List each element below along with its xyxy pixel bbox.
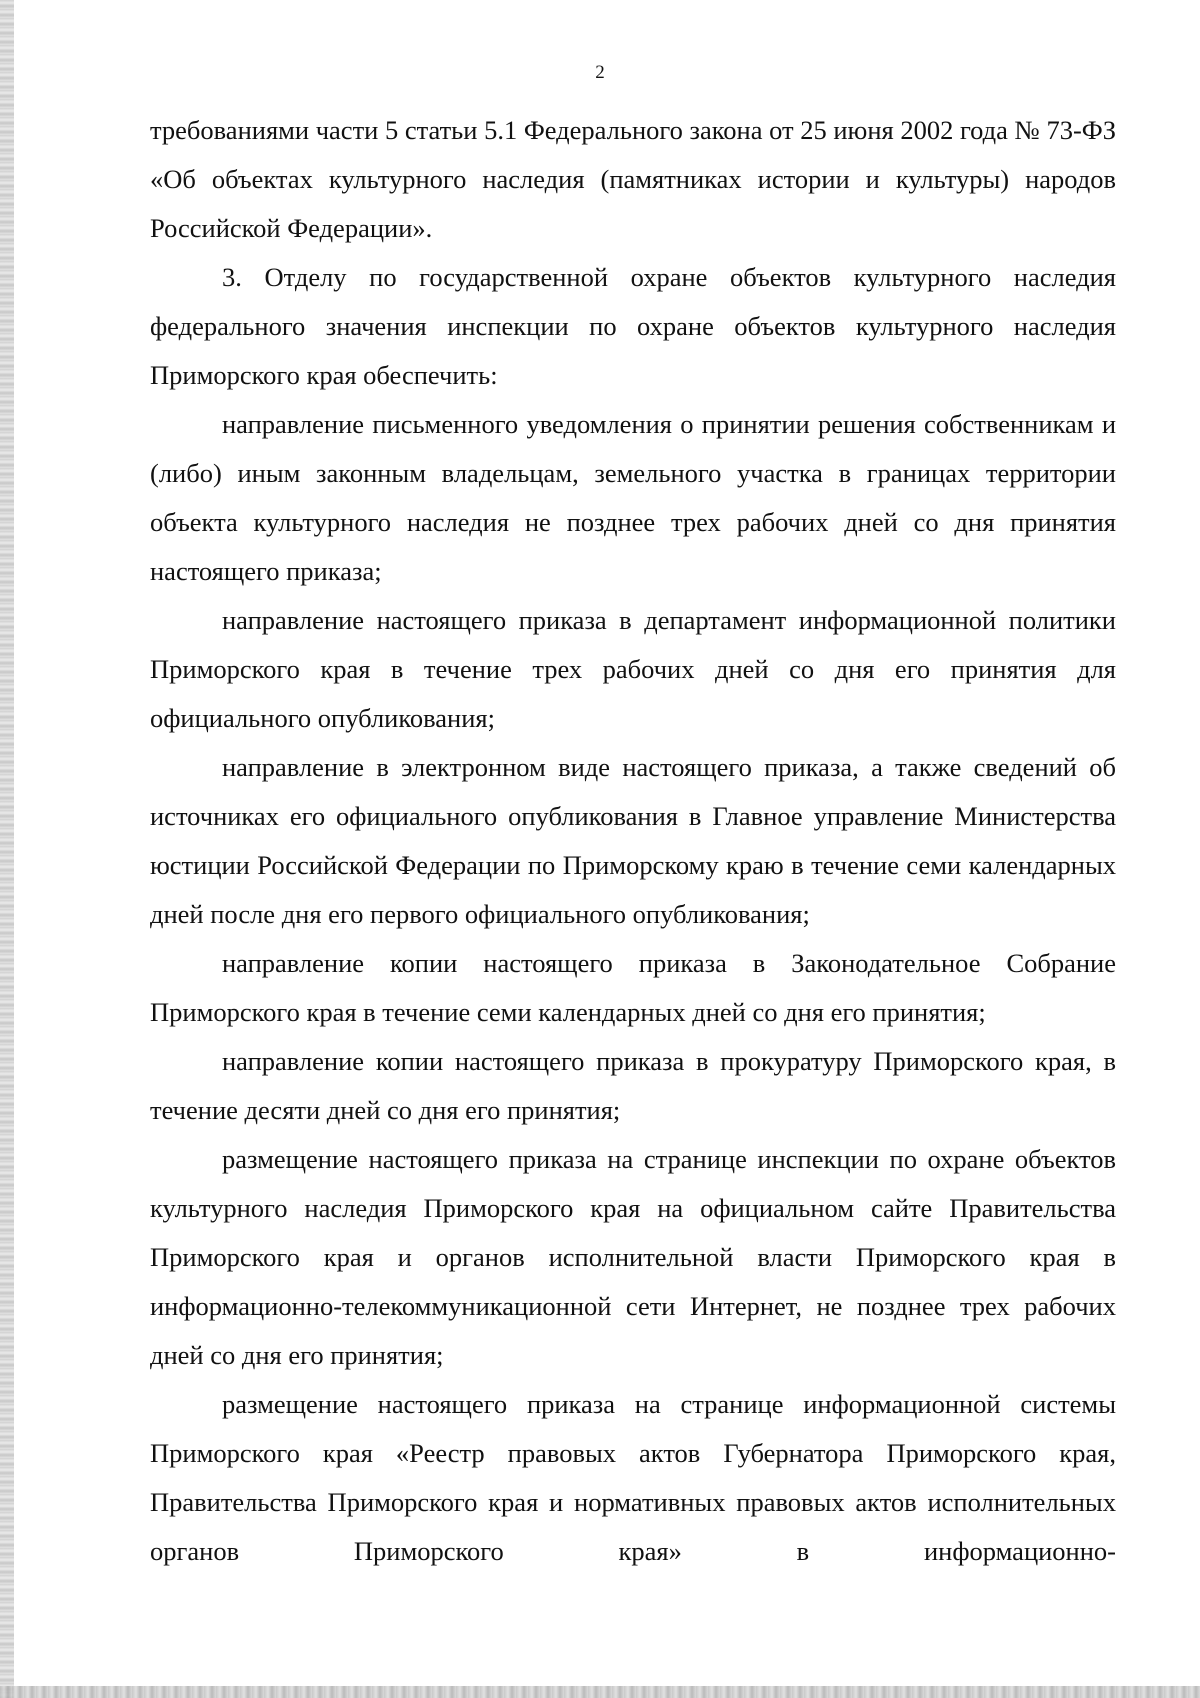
paragraph-information-policy: направление настоящего приказа в департамент информационной политики Приморского края в течение трех рабочих дней со дня его принятия для официального опубликования; xyxy=(150,605,1116,733)
paragraph-prosecutor: направление копии настоящего приказа в прокуратуру Приморского края, в течение десяти дней со дня его принятия; xyxy=(150,1046,1116,1125)
paragraph-notification-owners: направление письменного уведомления о принятии решения собственникам и (либо) иным законным владельцам, земельного участка в границах территории объекта культурного наследия не позднее трех рабочих дней со дня принятия настоящего приказа; xyxy=(150,409,1116,586)
paragraph-website-publication: размещение настоящего приказа на странице инспекции по охране объектов культурного наследия Приморского края на официальном сайте Правительства Приморского края и органов исполнительной власти Приморского края в информационно-телекоммуникационной сети Интернет, не позднее трех рабочих дней со дня его принятия; xyxy=(150,1144,1116,1370)
paragraph-legislative-assembly: направление копии настоящего приказа в Законодательное Собрание Приморского края в течение семи календарных дней со дня его принятия; xyxy=(150,948,1116,1027)
paragraph-ministry-justice: направление в электронном виде настоящего приказа, а также сведений об источниках его официального опубликования в Главное управление Министерства юстиции Российской Федерации по Приморскому краю в течение семи календарных дней после дня его первого официального опубликования; xyxy=(150,752,1116,929)
scan-edge-bottom xyxy=(0,1686,1200,1698)
paragraph-continuation: требованиями части 5 статьи 5.1 Федерального закона от 25 июня 2002 года № 73-ФЗ «Об объектах культурного наследия (памятниках истории и культуры) народов Российской Федерации». xyxy=(150,115,1116,243)
scan-edge-left xyxy=(0,0,14,1698)
paragraph-item-3: 3. Отделу по государственной охране объектов культурного наследия федерального значения инспекции по охране объектов культурного наследия Приморского края обеспечить: xyxy=(150,262,1116,390)
paragraph-legal-acts-registry: размещение настоящего приказа на странице информационной системы Приморского края «Реестр правовых актов Губернатора Приморского края, Правительства Приморского края и нормативных правовых актов исполнительных органов Приморского края» в информационно- xyxy=(150,1389,1116,1566)
page-number: 2 xyxy=(595,62,605,83)
document-body xyxy=(150,106,1116,1576)
